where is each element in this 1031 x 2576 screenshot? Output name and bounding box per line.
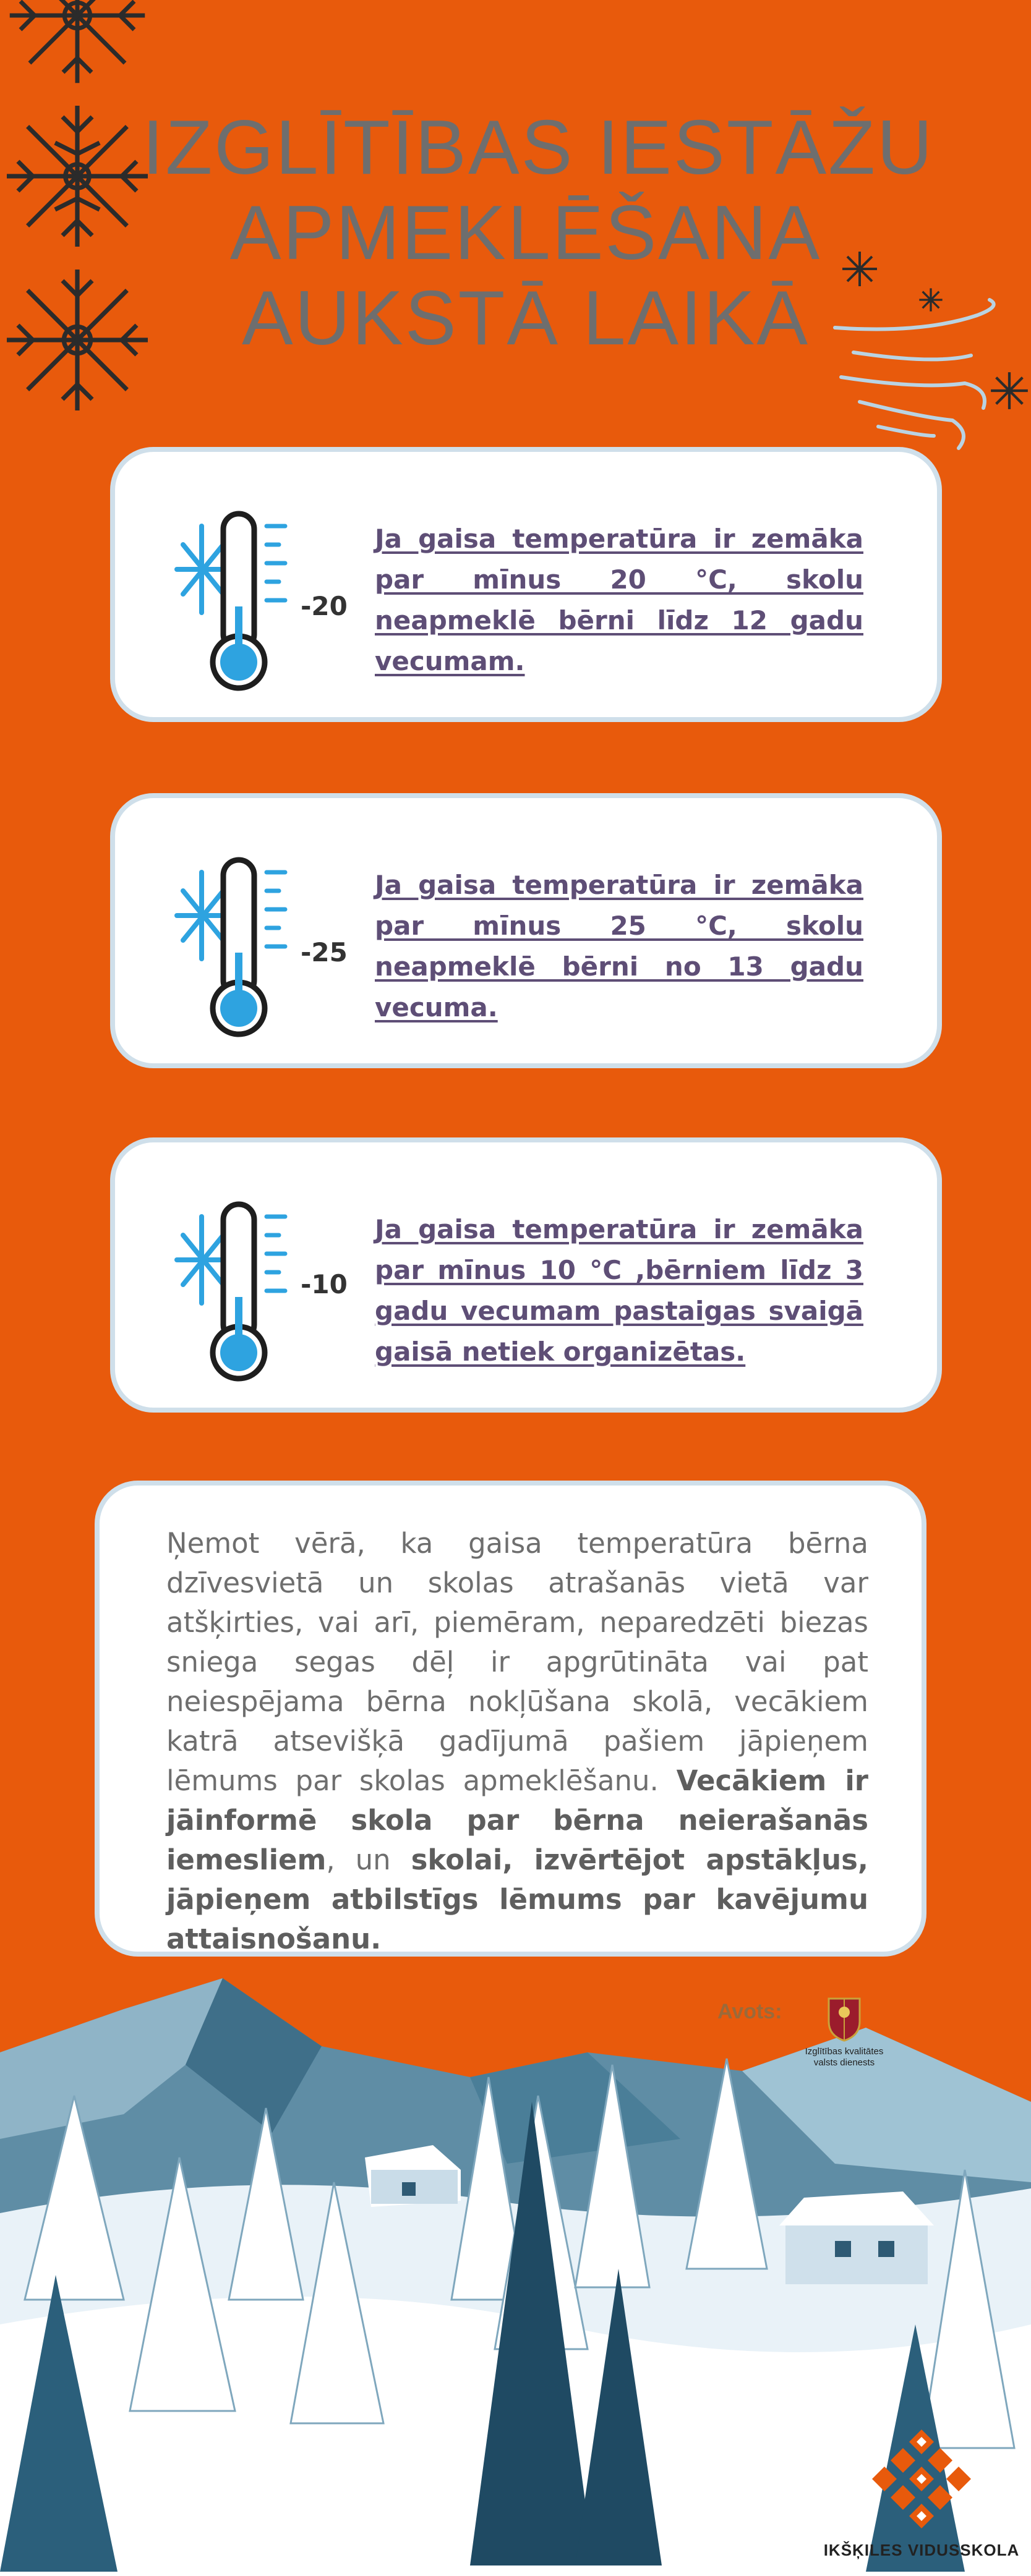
info-intro: Ņemot vērā, ka gaisa temperatūra bērna dzīvesvietā un skolas atrašanās vietā var atšķirties, vai arī, piemēram, neparedzēti biezas sniega segas dēļ ir apgrūtināta vai pat neiespējama bērna nokļūšana skolā, vecākiem katrā atsevišķā gadījumā pašiem jāpieņem lēmums par skolas apmeklēšanu.	[166, 1527, 868, 1797]
rule-card-25	[110, 793, 942, 1068]
school-name: IKŠĶILES VIDUSSKOLA	[823, 2541, 1020, 2559]
title-line: IZGLĪTĪBAS IESTĀŽU	[142, 105, 935, 190]
house-icon	[779, 2191, 934, 2284]
source-org-line: valsts dienests	[813, 2057, 875, 2068]
source-label: Avots:	[717, 2000, 782, 2023]
info-paragraph	[166, 1524, 868, 1959]
snowflake-icon	[6, 0, 148, 87]
source-org	[789, 2046, 900, 2068]
rule-text: Ja gaisa temperatūra ir zemāka par mīnus 10 °C ,bērniem līdz 3 gadu vecumam pastaigas svaigā gaisā netiek organizētas.	[375, 1214, 863, 1367]
rule-text: Ja gaisa temperatūra ir zemāka par mīnus 25 °C, skolu neapmeklē bērni no 13 gadu vecuma.	[375, 870, 863, 1022]
coat-of-arms-icon	[823, 1994, 866, 2043]
rule-card-20	[110, 447, 942, 722]
temperature-label: -25	[301, 937, 348, 967]
info-connector: , un	[326, 1843, 411, 1876]
school-emblem-icon	[869, 2429, 974, 2535]
page-title	[142, 105, 935, 361]
temperature-label: -20	[301, 591, 348, 621]
rule-card-10	[110, 1137, 942, 1413]
school-logo	[823, 2429, 1020, 2565]
snowflake-icon	[3, 102, 152, 250]
title-line: APMEKLĒŠANA	[229, 190, 822, 276]
rule-text: Ja gaisa temperatūra ir zemāka par mīnus 20 °C, skolu neapmeklē bērni līdz 12 gadu vecumam.	[375, 524, 863, 676]
temperature-label: -10	[301, 1269, 348, 1299]
source-credit	[717, 1994, 903, 2080]
title-line: AUKSTĀ LAIKĀ	[241, 276, 810, 361]
snowflake-icon	[3, 266, 152, 414]
source-org-line: Izglītības kvalitātes	[805, 2046, 884, 2057]
info-box	[95, 1481, 926, 1957]
info-bold-school: skolai, izvērtējot apstākļus, jāpieņem atbilstīgs lēmums par kavējumu attaisnošanu.	[166, 1843, 868, 1955]
info-bold-parents: Vecākiem ir jāinformē skola par bērna neierašanās iemesliem	[166, 1764, 868, 1876]
